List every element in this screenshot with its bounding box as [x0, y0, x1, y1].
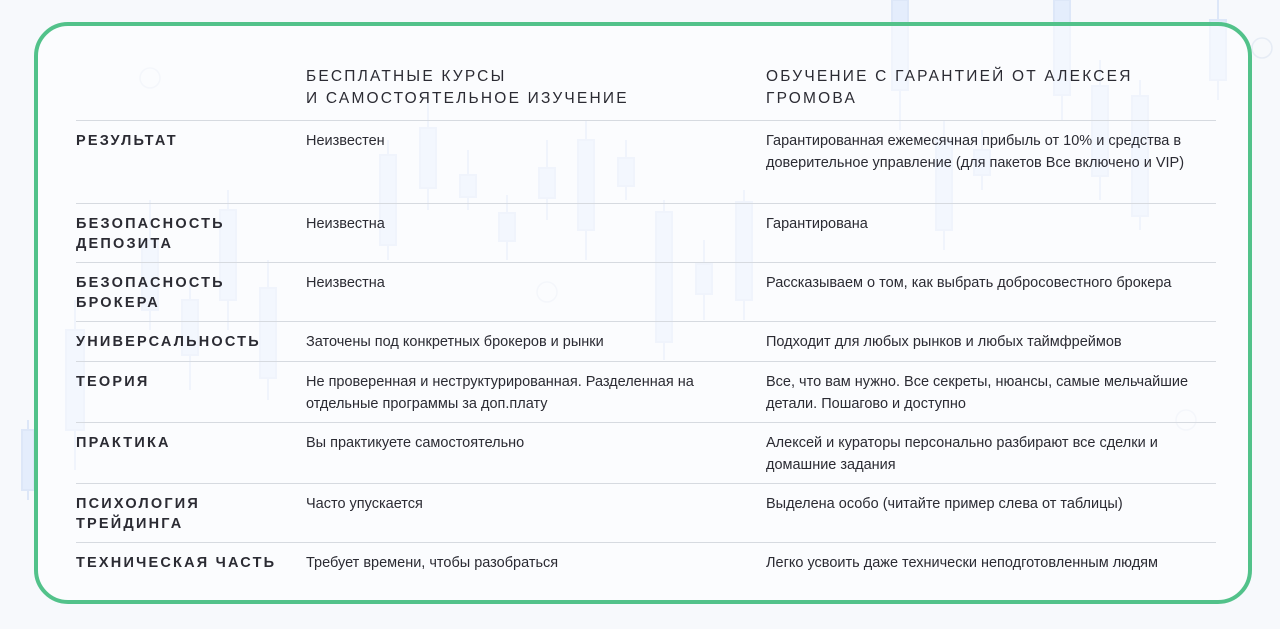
row-label: БЕЗОПАСНОСТЬ БРОКЕРА: [76, 275, 225, 311]
paid-value: Все, что вам нужно. Все секреты, нюансы, самые мельчайшие детали. Пошагово и доступно: [766, 374, 1189, 412]
comparison-table: [76, 62, 1216, 587]
free-value: Не проверенная и неструктурированная. Разделенная на отдельные программы за доп.плату: [306, 374, 694, 412]
paid-value: Подходит для любых рынков и любых таймфреймов: [766, 334, 1122, 350]
paid-value: Легко усвоить даже технически неподготовленным людям: [766, 555, 1158, 571]
table-row: [76, 263, 1216, 322]
table-row: [76, 322, 1216, 362]
row-label: БЕЗОПАСНОСТЬ ДЕПОЗИТА: [76, 216, 225, 252]
row-label: ТЕХНИЧЕСКАЯ ЧАСТЬ: [76, 555, 277, 571]
free-value: Неизвестен: [306, 133, 385, 149]
table-row: [76, 204, 1216, 263]
table-header-row: [76, 62, 1216, 121]
table-row: [76, 484, 1216, 543]
free-value: Часто упускается: [306, 496, 423, 512]
table-row: [76, 423, 1216, 484]
free-value: Заточены под конкретных брокеров и рынки: [306, 334, 604, 350]
table-row: [76, 121, 1216, 204]
row-label: ПСИХОЛОГИЯ ТРЕЙДИНГА: [76, 496, 201, 532]
paid-value: Гарантированная ежемесячная прибыль от 10% и средства в доверительное управление (для пакетов Все включено и VIP): [766, 133, 1185, 171]
header-free-courses: БЕСПЛАТНЫЕ КУРСЫ И САМОСТОЯТЕЛЬНОЕ ИЗУЧЕНИЕ: [306, 68, 629, 107]
free-value: Неизвестна: [306, 275, 385, 291]
paid-value: Гарантирована: [766, 216, 868, 232]
paid-value: Алексей и кураторы персонально разбирают все сделки и домашние задания: [766, 435, 1158, 473]
free-value: Неизвестна: [306, 216, 385, 232]
paid-value: Рассказываем о том, как выбрать добросовестного брокера: [766, 275, 1172, 291]
row-label: ТЕОРИЯ: [76, 374, 150, 390]
row-label: УНИВЕРСАЛЬНОСТЬ: [76, 334, 261, 350]
comparison-card: [34, 22, 1252, 604]
free-value: Вы практикуете самостоятельно: [306, 435, 525, 451]
header-guaranteed-training: ОБУЧЕНИЕ С ГАРАНТИЕЙ ОТ АЛЕКСЕЯ ГРОМОВА: [766, 68, 1133, 107]
free-value: Требует времени, чтобы разобраться: [306, 555, 559, 571]
row-label: РЕЗУЛЬТАТ: [76, 133, 178, 149]
row-label: ПРАКТИКА: [76, 435, 171, 451]
table-row: [76, 362, 1216, 423]
table-row: [76, 543, 1216, 587]
paid-value: Выделена особо (читайте пример слева от таблицы): [766, 496, 1123, 512]
